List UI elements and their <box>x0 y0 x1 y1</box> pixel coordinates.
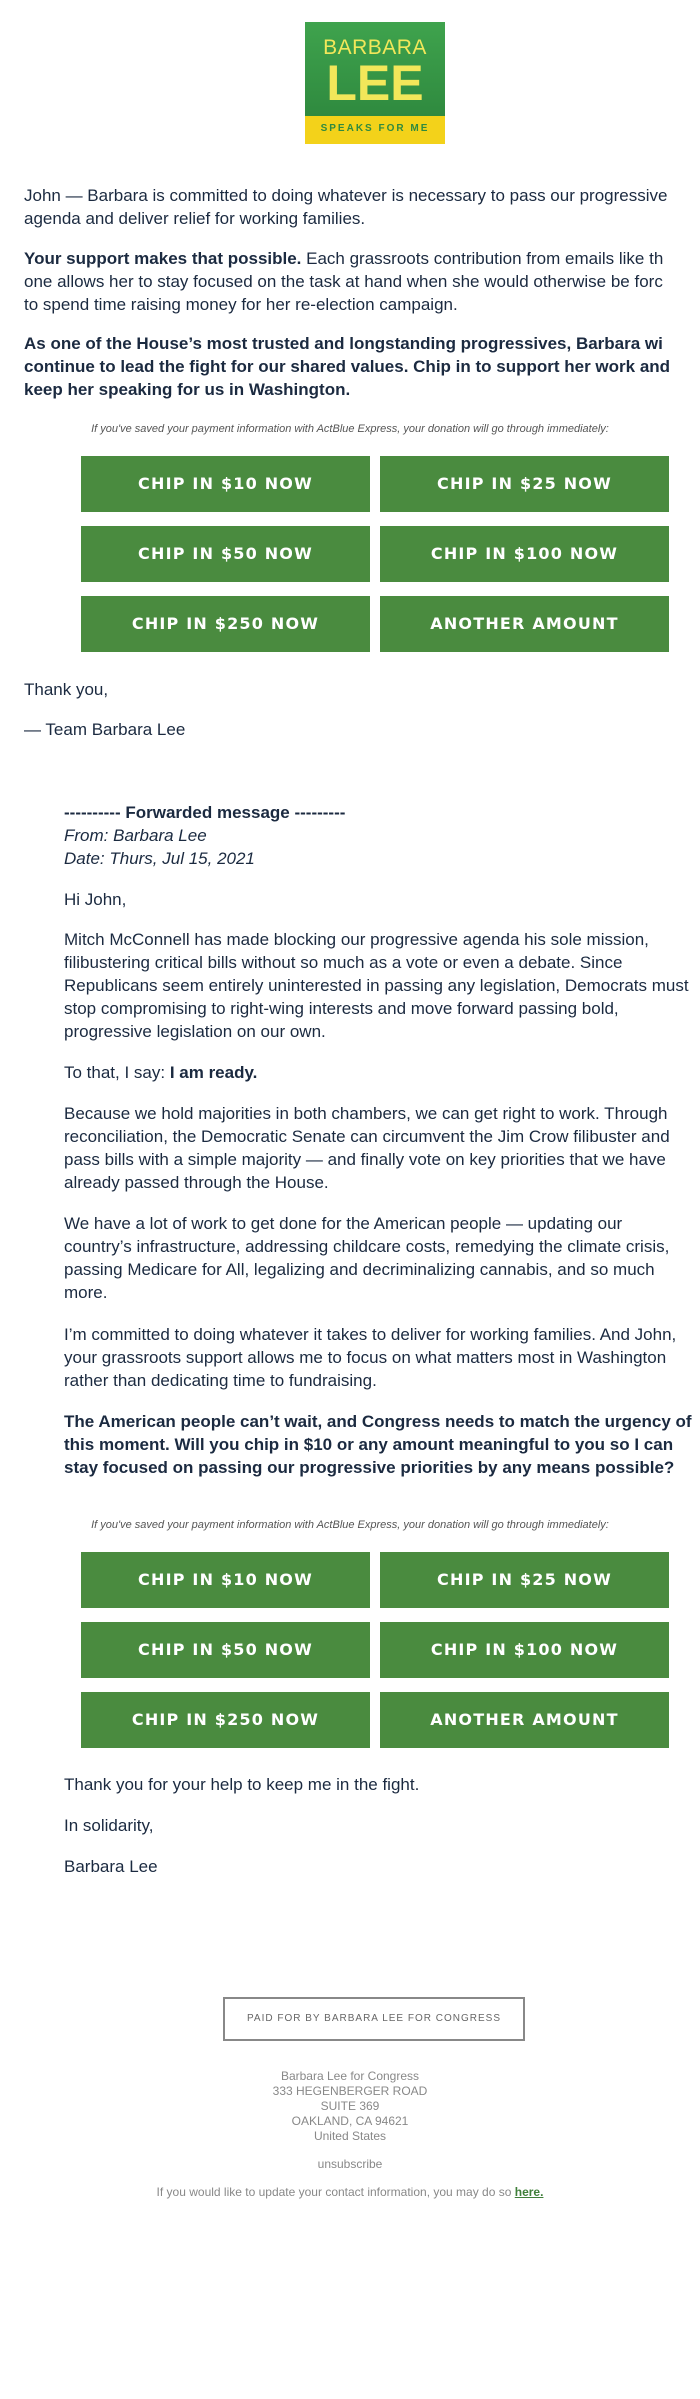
another-amount-button[interactable]: ANOTHER AMOUNT <box>380 596 669 652</box>
closing-signature: Barbara Lee <box>64 1857 158 1876</box>
paid-for-disclaimer: PAID FOR BY BARBARA LEE FOR CONGRESS <box>223 1997 525 2041</box>
update-contact-line <box>0 2185 700 2200</box>
footer-country: United States <box>313 2129 387 2143</box>
intro-paragraph-3-line-2: continue to lead the fight for our shared values. Chip in to support her work and <box>24 357 671 376</box>
intro-paragraph-1-line-1: John — Barbara is committed to doing whatever is necessary to pass our progressive <box>24 186 668 205</box>
intro-paragraph-1-line-2: agenda and deliver relief for working families. <box>24 209 366 228</box>
forwarded-header: ---------- Forwarded message --------- <box>64 803 346 822</box>
chip-in-50-button[interactable]: CHIP IN $50 NOW <box>81 526 370 582</box>
chip-in-250-button-2[interactable]: CHIP IN $250 NOW <box>81 1692 370 1748</box>
intro-paragraph-2-line-2: one allows her to stay focused on the task at hand when she would otherwise be forc <box>24 272 663 291</box>
forwarded-from: From: Barbara Lee <box>64 826 207 845</box>
team-signature: — Team Barbara Lee <box>24 720 186 739</box>
body-paragraph-5: I’m committed to doing whatever it takes to deliver for working families. And John, your grassroots support allows me to focus on what matters most in Washington rather than dedicating time to fundraising. <box>64 1325 677 1390</box>
intro-paragraph-3-line-1: As one of the House’s most trusted and longstanding progressives, Barbara wi <box>24 334 663 353</box>
closing-thanks: Thank you for your help to keep me in the fight. <box>64 1775 420 1794</box>
actblue-note-2: If you've saved your payment information with ActBlue Express, your donation will go through immediately: <box>91 1519 609 1531</box>
logo-last-name: LEE <box>326 55 424 111</box>
body-paragraph-6-appeal: The American people can’t wait, and Congress needs to match the urgency of this moment. Will you chip in $10 or any amount meaningful to you so I can stay focused on passing our progressive priorities by any means possible? <box>64 1412 692 1477</box>
closing-solidarity: In solidarity, <box>64 1816 154 1835</box>
footer-org: Barbara Lee for Congress <box>280 2069 420 2083</box>
body-paragraph-3: Because we hold majorities in both chambers, we can get right to work. Through reconciliation, the Democratic Senate can circumvent the Jim Crow filibuster and pass bills with a simple majority — and finally vote on key priorities that we have already passed through the House. <box>64 1104 670 1192</box>
intro-paragraph-3-line-3: keep her speaking for us in Washington. <box>24 380 351 399</box>
thank-you-text: Thank you, <box>24 680 109 699</box>
support-bold-text: Your support makes that possible. <box>24 249 302 268</box>
forwarded-header-block <box>64 801 694 870</box>
intro-section <box>0 0 700 420</box>
chip-in-100-button[interactable]: CHIP IN $100 NOW <box>380 526 669 582</box>
chip-in-50-button-2[interactable]: CHIP IN $50 NOW <box>81 1622 370 1678</box>
chip-in-250-button[interactable]: CHIP IN $250 NOW <box>81 596 370 652</box>
footer-city: OAKLAND, CA 94621 <box>291 2114 409 2128</box>
body-paragraph-4: We have a lot of work to get done for the American people — updating our country’s infrastructure, addressing childcare costs, remedying the climate crisis, passing Medicare for All, legalizing and decriminalizing cannabis, and so much more. <box>64 1214 670 1302</box>
greeting: Hi John, <box>64 890 127 909</box>
chip-in-25-button[interactable]: CHIP IN $25 NOW <box>380 456 669 512</box>
intro-paragraph-2-rest: Each grassroots contribution from emails like th <box>301 249 664 268</box>
footer-address-1: 333 HEGENBERGER ROAD <box>272 2084 428 2098</box>
intro-paragraph-2-line-3: to spend time raising money for her re-election campaign. <box>24 295 458 314</box>
chip-in-100-button-2[interactable]: CHIP IN $100 NOW <box>380 1622 669 1678</box>
another-amount-button-2[interactable]: ANOTHER AMOUNT <box>380 1692 669 1748</box>
forwarded-date: Date: Thurs, Jul 15, 2021 <box>64 849 255 868</box>
update-contact-text: If you would like to update your contact information, you may do so <box>156 2185 515 2199</box>
chip-in-10-button[interactable]: CHIP IN $10 NOW <box>81 456 370 512</box>
body-paragraph-1: Mitch McConnell has made blocking our progressive agenda his sole mission, filibustering critical bills without so much as a vote or even a debate. Since Republicans seem entirely uninterested in passing any legislation, Democrats must stop compromising to right-wing interests and move forward passing bold, progressive legislation on our own. <box>64 930 689 1041</box>
logo-first-name: BARBARA <box>323 36 427 59</box>
intro-paragraph-2-line-1 <box>24 247 700 271</box>
footer-address-2: SUITE 369 <box>320 2099 380 2113</box>
actblue-note: If you've saved your payment information with ActBlue Express, your donation will go through immediately: <box>91 423 609 435</box>
update-contact-link[interactable]: here. <box>514 2185 544 2199</box>
logo-tagline: SPEAKS FOR ME <box>320 123 430 134</box>
chip-in-10-button-2[interactable]: CHIP IN $10 NOW <box>81 1552 370 1608</box>
unsubscribe-link[interactable]: unsubscribe <box>317 2157 383 2171</box>
ready-lead-text: To that, I say: <box>64 1063 170 1082</box>
body-paragraph-2 <box>64 1061 694 1084</box>
ready-bold-text: I am ready. <box>169 1063 258 1082</box>
chip-in-25-button-2[interactable]: CHIP IN $25 NOW <box>380 1552 669 1608</box>
